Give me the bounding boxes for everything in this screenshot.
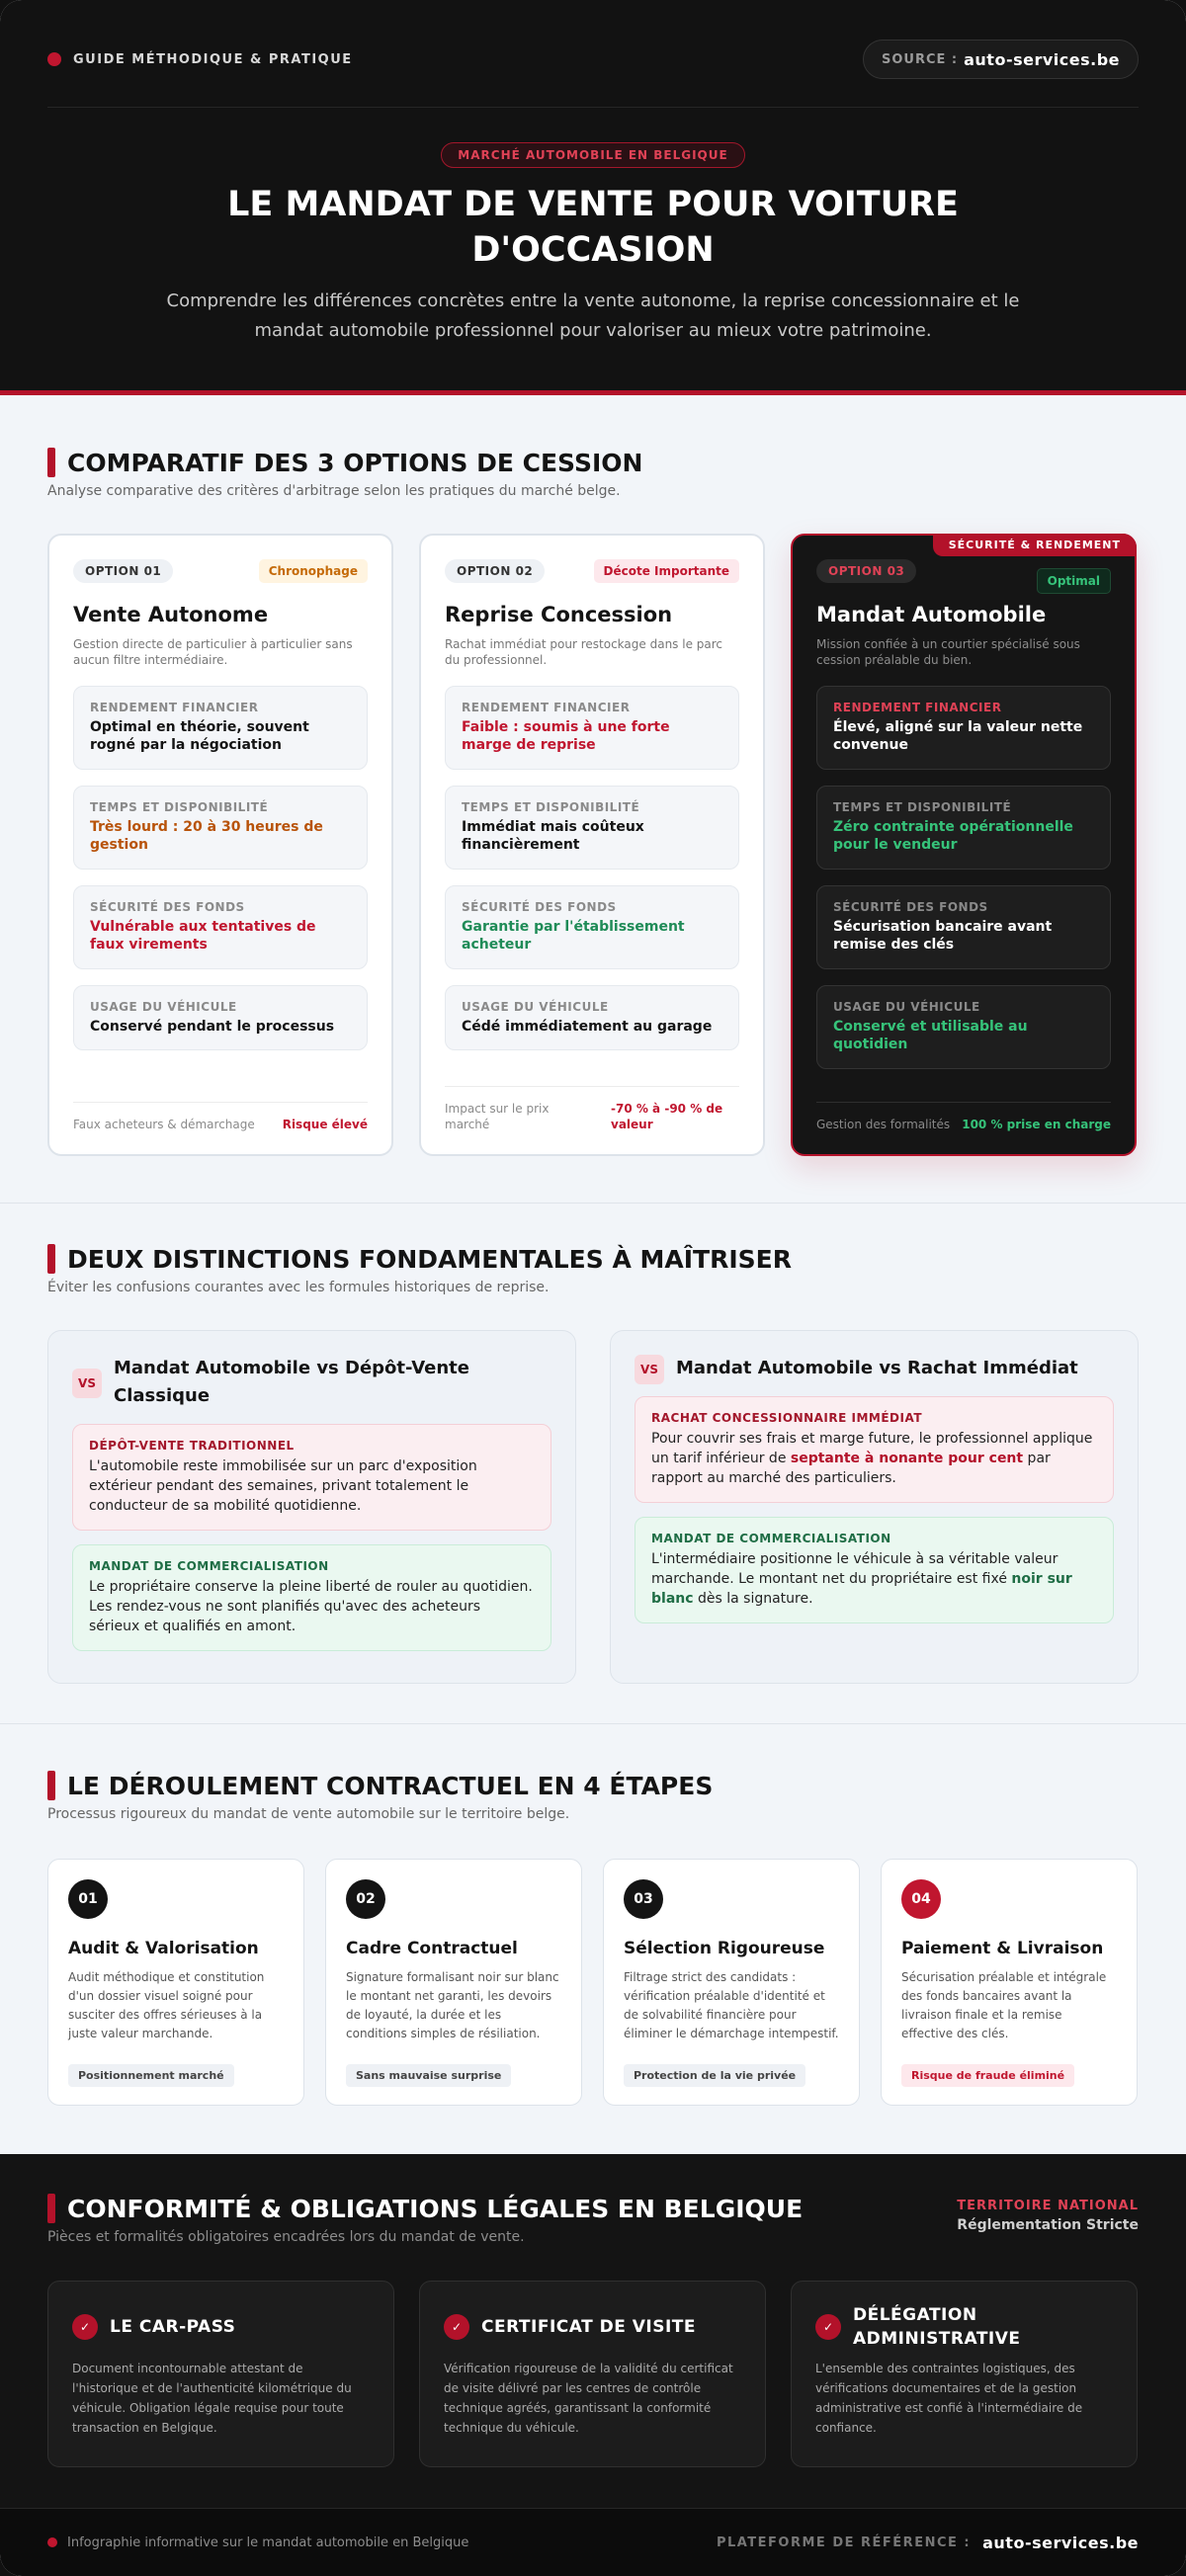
comparison-heading [47, 448, 1139, 499]
step-number: 02 [346, 1879, 385, 1919]
criterion-usage [73, 985, 368, 1050]
hero-divider [47, 107, 1139, 108]
criterion-value: Garantie par l'établissement acheteur [462, 919, 685, 953]
step-tag: Protection de la vie privée [624, 2064, 805, 2087]
option-tag: Chronophage [259, 559, 368, 583]
distinctions-title: DEUX DISTINCTIONS FONDAMENTALES À MAÎTRISER [67, 1244, 792, 1274]
criterion-value: Sécurisation bancaire avant remise des clés [833, 919, 1053, 953]
distinction-card-depot-vente [47, 1330, 576, 1684]
criterion-label: RENDEMENT FINANCIER [833, 701, 1002, 714]
criterion-value: Conservé et utilisable au quotidien [833, 1019, 1028, 1052]
footer-label: Faux acheteurs & démarchage [73, 1118, 255, 1131]
page-title: LE MANDAT DE VENTE POUR VOITURE D'OCCASION [227, 185, 959, 270]
step-name: Cadre Contractuel [346, 1939, 518, 1958]
criterion-securite [445, 885, 739, 969]
criterion-label: RENDEMENT FINANCIER [90, 701, 259, 714]
compliance-title: DÉLÉGATION ADMINISTRATIVE [853, 2305, 1021, 2349]
platform-link[interactable]: auto-services.be [982, 2533, 1139, 2552]
section-bar [47, 1771, 55, 1800]
option-number: OPTION 02 [445, 559, 545, 583]
check-icon: ✓ [444, 2314, 469, 2340]
vs-badge: VS [72, 1369, 102, 1398]
criterion-label: USAGE DU VÉHICULE [833, 1000, 980, 1014]
compliance-title: CERTIFICAT DE VISITE [481, 2317, 697, 2337]
step-tag: Sans mauvaise surprise [346, 2064, 511, 2087]
step-card-paiement [881, 1859, 1138, 2106]
distinctions-title-row [47, 1244, 1139, 1274]
comparison-box-rachat [635, 1396, 1114, 1503]
criterion-value: Conservé pendant le processus [90, 1019, 335, 1035]
criterion-usage [445, 985, 739, 1050]
steps-title-row [47, 1771, 1139, 1800]
box-label: DÉPÔT-VENTE TRADITIONNEL [89, 1439, 295, 1453]
box-text: Le propriétaire conserve la pleine liberté de rouler au quotidien. Les rendez-vous ne sont planifiés qu'avec des acheteurs sérieux et qualifiés en amont. [89, 1579, 533, 1634]
step-card-cadre [325, 1859, 582, 2106]
compliance-head [444, 2303, 741, 2351]
criterion-value: Zéro contrainte opérationnelle pour le vendeur [833, 819, 1073, 853]
criterion-value: Élevé, aligné sur la valeur nette convenue [833, 719, 1083, 753]
territory-block [957, 2199, 1139, 2233]
criterion-label: RENDEMENT FINANCIER [462, 701, 631, 714]
step-number: 03 [624, 1879, 663, 1919]
steps-heading [47, 1771, 1139, 1822]
distinctions-section [0, 1205, 1186, 1724]
source-pill [863, 40, 1139, 79]
box-label: MANDAT DE COMMERCIALISATION [651, 1532, 891, 1545]
vs-badge: VS [635, 1355, 664, 1384]
step-desc: Audit méthodique et constitution d'un dossier visuel soigné pour susciter des offres sérieuses à la juste valeur marchande. [68, 1970, 265, 2040]
option-footer [445, 1086, 739, 1132]
page-subtitle: Comprendre les différences concrètes entre la vente autonome, la reprise concessionnaire et le mandat automobile professionnel pour valoriser au mieux votre patrimoine. [166, 291, 1020, 341]
footer-value: -70 % à -90 % de valeur [611, 1102, 723, 1131]
box-label: RACHAT CONCESSIONNAIRE IMMÉDIAT [651, 1411, 923, 1425]
step-desc: Signature formalisant noir sur blanc le montant net garanti, les devoirs de loyauté, la durée et les conditions simples de résiliation. [346, 1970, 559, 2040]
text-part: Pour couvrir ses frais et marge future, le professionnel applique un tarif inférieur de [651, 1431, 1093, 1466]
step-name: Sélection Rigoureuse [624, 1939, 825, 1958]
section-bar [47, 448, 55, 477]
criterion-temps [445, 786, 739, 870]
criterion-rendement [73, 686, 368, 770]
comparison-box-depot-vente [72, 1424, 551, 1531]
red-dot-icon [47, 2537, 57, 2547]
compliance-title: LE CAR-PASS [110, 2317, 236, 2337]
territory-label: TERRITOIRE NATIONAL [957, 2199, 1139, 2213]
page-footer [0, 2508, 1186, 2576]
box-label: MANDAT DE COMMERCIALISATION [89, 1559, 329, 1573]
hero-badge [0, 142, 1186, 168]
option-name: Vente Autonome [73, 603, 269, 626]
criterion-label: TEMPS ET DISPONIBILITÉ [462, 800, 640, 814]
step-name: Paiement & Livraison [901, 1939, 1104, 1958]
source-label: SOURCE : [881, 51, 959, 67]
footer-caption: Infographie informative sur le mandat automobile en Belgique [67, 2534, 469, 2550]
criterion-label: SÉCURITÉ DES FONDS [90, 900, 245, 914]
distinction-head [72, 1355, 551, 1410]
comparison-section [0, 400, 1186, 1204]
footer-left [47, 2535, 468, 2550]
source-value: auto-services.be [964, 49, 1120, 69]
highlight-text: septante à nonante pour cent [790, 1451, 1024, 1466]
option-tag: Décote Importante [594, 559, 739, 583]
criterion-usage [816, 985, 1111, 1069]
box-text [651, 1549, 1097, 1609]
option-desc: Mission confiée à un courtier spécialisé sous cession préalable du bien. [816, 637, 1080, 667]
steps-subtitle: Processus rigoureux du mandat de vente automobile sur le territoire belge. [47, 1806, 570, 1822]
option-footer [816, 1102, 1111, 1132]
check-icon: ✓ [72, 2314, 98, 2340]
criterion-value: Faible : soumis à une forte marge de reprise [462, 719, 670, 753]
criterion-temps [816, 786, 1111, 870]
criterion-label: USAGE DU VÉHICULE [90, 1000, 237, 1014]
footer-label: Impact sur le prix marché [445, 1102, 550, 1131]
step-desc: Filtrage strict des candidats : vérification préalable d'identité et de solvabilité financière pour éliminer le démarchage intempestif. [624, 1970, 839, 2040]
option-top [73, 559, 368, 583]
regulation-label: Réglementation Stricte [957, 2217, 1139, 2233]
compliance-section [0, 2154, 1186, 2508]
distinctions-heading [47, 1244, 1139, 1295]
comparison-box-mandat [635, 1517, 1114, 1623]
option-number: OPTION 03 [816, 559, 916, 583]
criterion-securite [816, 885, 1111, 969]
criterion-label: SÉCURITÉ DES FONDS [462, 900, 617, 914]
recommended-ribbon: SÉCURITÉ & RENDEMENT [933, 534, 1137, 556]
hero-header [0, 0, 1186, 395]
compliance-desc: L'ensemble des contraintes logistiques, des vérifications documentaires et de la gestion administrative est confié à l'intermédiaire de confiance. [815, 2362, 1083, 2435]
brand [47, 52, 353, 67]
step-tag: Positionnement marché [68, 2064, 234, 2087]
footer-value: 100 % prise en charge [962, 1118, 1111, 1131]
distinction-title: Mandat Automobile vs Dépôt-Vente Classique [114, 1358, 469, 1406]
comparison-box-mandat [72, 1544, 551, 1651]
step-tag: Risque de fraude éliminé [901, 2064, 1074, 2087]
text-part: L'intermédiaire positionne le véhicule à sa véritable valeur marchande. Le montant net du propriétaire est fixé [651, 1551, 1059, 1587]
footer-label: Gestion des formalités [816, 1118, 951, 1131]
criterion-value: Immédiat mais coûteux financièrement [462, 819, 644, 853]
compliance-head [72, 2303, 370, 2351]
option-card-vente-autonome [47, 534, 393, 1156]
criterion-rendement [816, 686, 1111, 770]
criterion-securite [73, 885, 368, 969]
comparison-title-row [47, 448, 1139, 477]
step-card-audit [47, 1859, 304, 2106]
option-top [816, 559, 1111, 588]
platform-label: PLATEFORME DE RÉFÉRENCE : [716, 2534, 972, 2550]
option-name: Mandat Automobile [816, 603, 1047, 626]
top-bar [47, 40, 1139, 79]
step-card-selection [603, 1859, 860, 2106]
section-bar [47, 1244, 55, 1274]
text-part: dès la signature. [693, 1591, 813, 1607]
red-dot-icon [47, 52, 61, 66]
steps-section [0, 1725, 1186, 2154]
criterion-label: SÉCURITÉ DES FONDS [833, 900, 988, 914]
comparison-subtitle: Analyse comparative des critères d'arbitrage selon les pratiques du marché belge. [47, 483, 621, 499]
compliance-desc: Vérification rigoureuse de la validité du certificat de visite délivré par les centres de contrôle technique agréés, garantissant la conformité technique du véhicule. [444, 2362, 733, 2435]
compliance-card-car-pass [47, 2281, 394, 2467]
option-footer [73, 1102, 368, 1132]
box-text: L'automobile reste immobilisée sur un parc d'exposition extérieur pendant des semaines, privant totalement le conducteur de sa mobilité quotidienne. [89, 1458, 477, 1514]
option-card-mandat-automobile [791, 534, 1137, 1156]
criterion-value: Optimal en théorie, souvent rogné par la négociation [90, 719, 309, 753]
option-name: Reprise Concession [445, 603, 673, 626]
option-tag: Optimal [1037, 568, 1111, 594]
compliance-desc: Document incontournable attestant de l'historique et de l'authenticité kilométrique du véhicule. Obligation légale requise pour toute transaction en Belgique. [72, 2362, 352, 2435]
criterion-value: Très lourd : 20 à 30 heures de gestion [90, 819, 323, 853]
distinction-title: Mandat Automobile vs Rachat Immédiat [676, 1358, 1078, 1378]
check-icon: ✓ [815, 2314, 841, 2340]
option-card-reprise-concession [419, 534, 765, 1156]
step-name: Audit & Valorisation [68, 1939, 259, 1958]
step-number: 01 [68, 1879, 108, 1919]
distinction-card-rachat [610, 1330, 1139, 1684]
highlight-text: noir sur blanc [651, 1571, 1072, 1607]
text-part: par rapport au marché des particuliers. [651, 1451, 1051, 1486]
section-bar [47, 2194, 55, 2223]
steps-title: LE DÉROULEMENT CONTRACTUEL EN 4 ÉTAPES [67, 1771, 714, 1800]
compliance-head [815, 2303, 1113, 2351]
step-number: 04 [901, 1879, 941, 1919]
market-badge: MARCHÉ AUTOMOBILE EN BELGIQUE [441, 142, 744, 168]
compliance-card-certificat [419, 2281, 766, 2467]
step-desc: Sécurisation préalable et intégrale des fonds bancaires avant la livraison finale et la remise effective des clés. [901, 1970, 1107, 2040]
criterion-label: TEMPS ET DISPONIBILITÉ [90, 800, 269, 814]
compliance-title: CONFORMITÉ & OBLIGATIONS LÉGALES EN BELGIQUE [67, 2194, 804, 2223]
compliance-card-delegation [791, 2281, 1138, 2467]
criterion-label: USAGE DU VÉHICULE [462, 1000, 609, 1014]
criterion-rendement [445, 686, 739, 770]
criterion-temps [73, 786, 368, 870]
brand-label: GUIDE MÉTHODIQUE & PRATIQUE [73, 51, 353, 67]
distinctions-subtitle: Éviter les confusions courantes avec les formules historiques de reprise. [47, 1280, 550, 1295]
comparison-title: COMPARATIF DES 3 OPTIONS DE CESSION [67, 448, 643, 477]
footer-value: Risque élevé [282, 1118, 368, 1131]
option-desc: Rachat immédiat pour restockage dans le parc du professionnel. [445, 637, 723, 667]
option-desc: Gestion directe de particulier à particulier sans aucun filtre intermédiaire. [73, 637, 353, 667]
option-top [445, 559, 739, 583]
criterion-label: TEMPS ET DISPONIBILITÉ [833, 800, 1012, 814]
compliance-subtitle: Pièces et formalités obligatoires encadrées lors du mandat de vente. [47, 2229, 525, 2245]
criterion-value: Cédé immédiatement au garage [462, 1019, 713, 1035]
option-number: OPTION 01 [73, 559, 173, 583]
footer-right [717, 2534, 1139, 2552]
criterion-value: Vulnérable aux tentatives de faux virements [90, 919, 316, 953]
box-text [651, 1429, 1097, 1488]
